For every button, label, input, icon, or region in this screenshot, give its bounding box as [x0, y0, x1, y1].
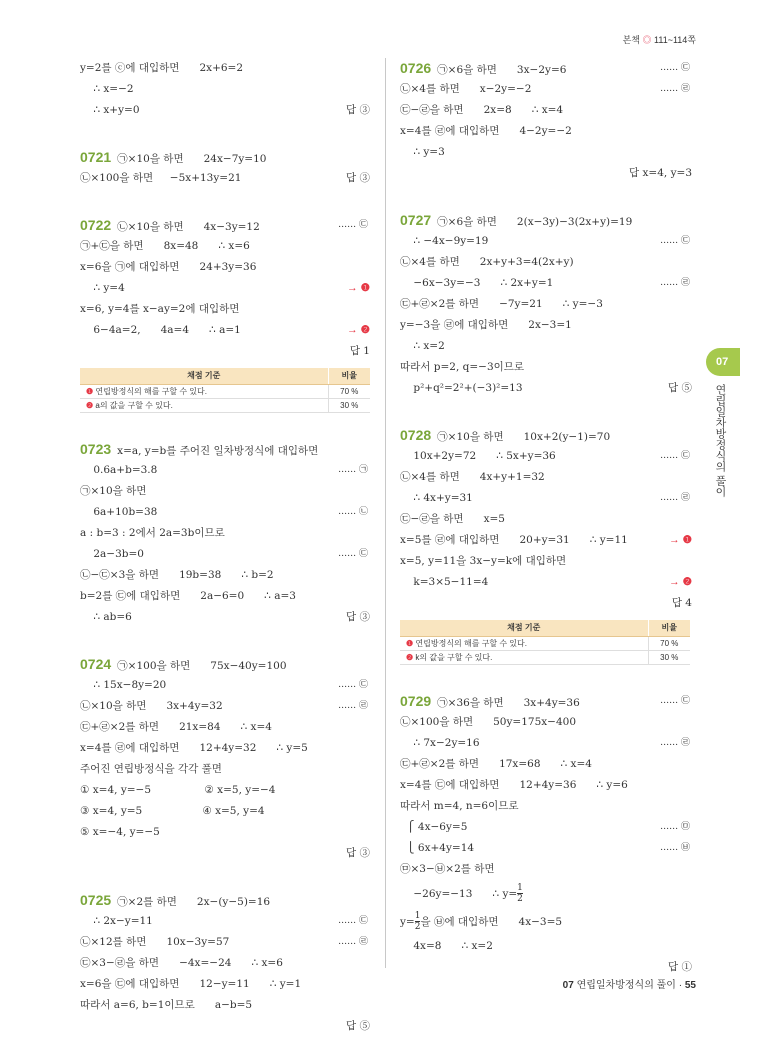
solution-text: ㉠×6을 하면 3x−2y=6 [437, 64, 567, 76]
solution-text: 6a+10b=38 [80, 505, 158, 518]
page-range: 111~114쪽 [654, 35, 696, 45]
solution-text: ∴ 2x−y=11 [80, 914, 153, 927]
answer-label: 답 x=4, y=3 [629, 167, 692, 179]
solution-line [80, 607, 370, 628]
solution-line [400, 231, 692, 252]
grading-criteria [400, 650, 648, 664]
solution-line [400, 100, 692, 121]
grading-ratio: 70 % [648, 636, 690, 650]
solution-text: x=6을 ㉢에 대입하면 12−y=11 ∴ y=1 [80, 977, 302, 990]
solution-line [80, 1016, 370, 1037]
answer-label: 답 ③ [346, 104, 370, 116]
solution-line [400, 936, 692, 957]
grading-criteria [400, 636, 648, 650]
right-column [400, 58, 692, 978]
equation-label: …… ㉣ [338, 936, 368, 947]
spacer [80, 413, 370, 439]
solution-text: ∴ x=−2 [80, 83, 134, 95]
solution-text: ㉡×10을 하면 4x−3y=12 [117, 221, 260, 233]
criteria-text: k의 값을 구할 수 있다. [415, 652, 493, 662]
solution-text: ⎧ 4x−6y=5 [400, 820, 468, 833]
problem-start-line [400, 691, 692, 712]
equation-label: …… ㉢ [338, 220, 368, 230]
solution-text: 따라서 a=6, b=1이므로 a−b=5 [80, 998, 253, 1011]
step-marker: ❶ [406, 638, 414, 648]
solution-line [80, 717, 370, 738]
solution-text: ∴ ab=6 [80, 610, 132, 623]
grading-criteria [80, 384, 328, 398]
solution-text: −6x−3y=−3 ∴ 2x+y=1 [400, 277, 554, 289]
problem-number: 0723 [80, 440, 112, 457]
grading-table [80, 368, 370, 413]
solution-line [400, 273, 692, 294]
solution-line [80, 236, 370, 257]
solution-text: ㉠×10을 하면 10x+2(y−1)=70 [437, 431, 611, 443]
solution-line [400, 838, 692, 859]
solution-text: ⎩ 6x+4y=14 [400, 841, 475, 854]
grading-row [80, 398, 370, 412]
solution-line [400, 859, 692, 880]
answer-label: 답 ⑤ [668, 382, 692, 394]
equation-label: …… ㉢ [660, 63, 690, 73]
solution-line [80, 79, 370, 100]
spacer [400, 399, 692, 425]
problem-number: 0722 [80, 217, 112, 233]
solution-line [400, 530, 692, 551]
fraction-numerator: 1 [414, 911, 421, 921]
dot-icon: ◎ [642, 35, 652, 45]
solution-line [400, 733, 692, 754]
page-reference [623, 33, 696, 46]
solution-line [80, 974, 370, 995]
solution-line [400, 378, 692, 399]
solution-line [80, 565, 370, 586]
problem-number: 0727 [400, 212, 432, 228]
spacer [400, 665, 692, 691]
solution-text: 따라서 m=4, n=6이므로 [400, 799, 519, 812]
grading-ratio: 30 % [648, 650, 690, 664]
problem-number: 0724 [80, 655, 112, 672]
problem-start-line [400, 425, 692, 446]
solution-text: ㉠×36을 하면 3x+4y=36 [437, 696, 580, 709]
solution-line [80, 822, 370, 843]
chapter-tab: 07 [706, 348, 740, 376]
solution-line [80, 801, 370, 822]
solution-text: a : b=3 : 2에서 2a=3b이므로 [80, 526, 225, 539]
solution-line [400, 880, 692, 908]
fraction-numerator: 1 [517, 883, 523, 893]
equation-label: …… ㉡ [338, 506, 368, 517]
equation-label: …… ㉣ [660, 493, 690, 503]
solution-text: y=2를 ⓒ에 대입하면 2x+6=2 [80, 62, 244, 74]
solution-line [80, 780, 370, 801]
solution-text: ㉤×3−㉥×2를 하면 [400, 862, 495, 875]
solution-line [400, 572, 692, 593]
solution-line [400, 163, 692, 184]
step-marker: ❷ [406, 652, 414, 662]
solution-line [400, 121, 692, 142]
solution-text: ㉡×4를 하면 x−2y=−2 [400, 83, 532, 95]
solution-line [80, 738, 370, 759]
solution-line [80, 502, 370, 523]
solution-line [400, 467, 692, 488]
solution-text: ㉡×10을 하면 3x+4y=32 [80, 699, 223, 712]
spacer [80, 864, 370, 890]
grading-row [400, 650, 690, 664]
page-number: 55 [684, 980, 696, 991]
solution-line [80, 341, 370, 362]
solution-line [400, 957, 692, 978]
solution-text: ∴ y=4 [80, 282, 125, 294]
solution-text: x=5를 ㉣에 대입하면 20+y=31 ∴ y=11 [400, 534, 628, 546]
solution-text: ㉢×3−㉣을 하면 −4x=−24 ∴ x=6 [80, 956, 283, 969]
criteria-text: a의 값을 구할 수 있다. [95, 400, 173, 410]
solution-line [400, 754, 692, 775]
solution-line [80, 481, 370, 502]
equation-label: …… ㉠ [338, 464, 368, 475]
solution-line [80, 932, 370, 953]
equation-label: …… ㉥ [660, 842, 690, 853]
solution-line [400, 775, 692, 796]
problem-number: 0726 [400, 60, 432, 76]
solution-text: y= [400, 915, 415, 928]
solution-text: x=4를 ㉢에 대입하면 12+4y=36 ∴ y=6 [400, 778, 628, 791]
spacer [80, 189, 370, 215]
solution-text: ㉠×10을 하면 24x−7y=10 [117, 153, 267, 165]
solution-text: ∴ x=2 [400, 340, 445, 352]
solution-line [400, 79, 692, 100]
answer-label: 답 ③ [346, 172, 370, 184]
problem-start-line [80, 147, 370, 168]
solution-line [80, 911, 370, 932]
equation-label: …… ㉣ [338, 700, 368, 711]
solution-text: ㉡×4를 하면 4x+y+1=32 [400, 471, 545, 483]
solution-text: ㉡×100을 하면 50y=175x−400 [400, 715, 577, 728]
equation-label: …… ㉣ [660, 278, 690, 288]
equation-label: …… ㉢ [660, 695, 690, 706]
solution-text: ㉡×100을 하면 −5x+13y=21 [80, 172, 242, 184]
equation-label: …… ㉢ [660, 451, 690, 461]
spacer [80, 121, 370, 147]
equation-label: …… ㉤ [660, 821, 690, 832]
solution-line [80, 58, 370, 79]
solution-line [80, 759, 370, 780]
solution-text: x=a, y=b를 주어진 일차방정식에 대입하면 [117, 444, 319, 457]
solution-line [80, 586, 370, 607]
solution-text: ㉠+㉢을 하면 8x=48 ∴ x=6 [80, 240, 250, 252]
solution-text: ㉢+㉣×2를 하면 21x=84 ∴ x=4 [80, 720, 272, 733]
solution-text: k=3×5−11=4 [400, 576, 489, 588]
solution-text: ∴ 4x+y=31 [400, 492, 473, 504]
solution-line [400, 593, 692, 614]
equation-label: …… ㉢ [660, 236, 690, 246]
spacer [400, 184, 692, 210]
solution-line [80, 995, 370, 1016]
solution-line [400, 294, 692, 315]
equation-label: …… ㉣ [660, 737, 690, 748]
solution-text: ㉢+㉣×2를 하면 17x=68 ∴ x=4 [400, 757, 592, 770]
problem-start-line [80, 654, 370, 675]
step-marker: → ❷ [347, 324, 370, 336]
solution-text-cont: 을 ㉥에 대입하면 4x−3=5 [420, 915, 563, 928]
solution-text: 0.6a+b=3.8 [80, 463, 158, 476]
solution-line [400, 509, 692, 530]
solution-line [400, 336, 692, 357]
solution-line [80, 953, 370, 974]
grading-header-criteria: 채점 기준 [80, 368, 328, 384]
solution-line [80, 523, 370, 544]
solution-text: y=−3을 ㉣에 대입하면 2x−3=1 [400, 319, 572, 331]
step-marker: ❷ [86, 400, 94, 410]
answer-label: 답 ③ [346, 846, 370, 859]
solution-line [80, 278, 370, 299]
answer-label: 답 ③ [346, 610, 370, 623]
problem-start-line [400, 58, 692, 79]
problem-number: 0728 [400, 427, 432, 443]
solution-line [80, 168, 370, 189]
chapter-tab-title: 연립일차방정식의 풀이 [714, 384, 726, 498]
solution-text: ㉠×100을 하면 75x−40y=100 [117, 659, 287, 672]
solution-text: ㉢−㉣을 하면 2x=8 ∴ x=4 [400, 104, 564, 116]
solution-line [80, 696, 370, 717]
fraction-denominator: 2 [517, 894, 523, 904]
solution-text: ㉢−㉣을 하면 x=5 [400, 513, 505, 525]
spacer [80, 628, 370, 654]
solution-text: ∴ 15x−8y=20 [80, 678, 167, 691]
equation-label: …… ㉣ [660, 84, 690, 94]
step-marker: ❶ [86, 386, 94, 396]
solution-text: ㉠×2를 하면 2x−(y−5)=16 [117, 895, 271, 908]
solution-text: 따라서 p=2, q=−3이므로 [400, 361, 525, 373]
solution-line [400, 796, 692, 817]
solution-line [80, 100, 370, 121]
footer-chapter: 07 [562, 980, 574, 991]
solution-text: ∴ y=3 [400, 146, 445, 158]
solution-line [400, 488, 692, 509]
solution-line [80, 544, 370, 565]
column-divider [385, 58, 386, 968]
solution-text: ∴ −4x−9y=19 [400, 235, 489, 247]
grading-table [400, 620, 690, 665]
page-footer [563, 976, 696, 991]
solution-text: ① x=4, y=−5 ② x=5, y=−4 [80, 783, 276, 796]
solution-line [80, 843, 370, 864]
problem-start-line [80, 439, 370, 460]
answer-label: 답 ① [668, 960, 692, 973]
criteria-text: 연립방정식의 해를 구할 수 있다. [95, 386, 207, 396]
solution-line [400, 817, 692, 838]
solution-text: ㉡×4를 하면 2x+y+3=4(2x+y) [400, 256, 574, 268]
solution-text: p²+q²=2²+(−3)²=13 [400, 382, 523, 394]
solution-text: 6−4a=2, 4a=4 ∴ a=1 [80, 324, 241, 336]
solution-line [400, 446, 692, 467]
problem-start-line [80, 215, 370, 236]
problem-start-line [80, 890, 370, 911]
problem-number: 0721 [80, 149, 112, 165]
solution-text: 주어진 연립방정식을 각각 풀면 [80, 762, 222, 775]
solution-text: −26y=−13 ∴ y= [400, 887, 518, 900]
answer-label: 답 4 [671, 597, 692, 609]
equation-label: …… ㉢ [338, 679, 368, 690]
solution-text: x=6, y=4를 x−ay=2에 대입하면 [80, 303, 240, 315]
problem-number: 0729 [400, 692, 432, 709]
solution-text: b=2를 ㉢에 대입하면 2a−6=0 ∴ a=3 [80, 589, 296, 602]
solution-line [400, 551, 692, 572]
step-marker: → ❶ [669, 534, 692, 546]
step-marker: → ❷ [669, 576, 692, 588]
grading-header-ratio: 비율 [648, 620, 690, 636]
fraction [517, 883, 523, 904]
fraction-denominator: 2 [414, 922, 421, 932]
solution-text: ⑤ x=−4, y=−5 [80, 825, 160, 838]
solution-text: ㉠×6을 하면 2(x−3y)−3(2x+y)=19 [437, 216, 633, 228]
solution-text: ③ x=4, y=5 ④ x=5, y=4 [80, 804, 265, 817]
book-label: 본책 [622, 35, 640, 45]
grading-row [400, 636, 690, 650]
solution-line [400, 357, 692, 378]
solution-text: x=4를 ㉣에 대입하면 12+4y=32 ∴ y=5 [80, 741, 308, 754]
solution-line [400, 142, 692, 163]
solution-text: ㉠×10을 하면 [80, 484, 147, 497]
criteria-text: 연립방정식의 해를 구할 수 있다. [415, 638, 527, 648]
problem-start-line [400, 210, 692, 231]
solution-text: x=4를 ㉣에 대입하면 4−2y=−2 [400, 125, 572, 137]
solution-text: ∴ x+y=0 [80, 104, 140, 116]
grading-header-ratio: 비율 [328, 368, 370, 384]
solution-text: x=5, y=11을 3x−y=k에 대입하면 [400, 555, 567, 567]
step-marker: → ❶ [347, 282, 370, 294]
problem-number: 0725 [80, 891, 112, 908]
solution-text: 4x=8 ∴ x=2 [400, 939, 493, 952]
grading-ratio: 70 % [328, 384, 370, 398]
solution-line [80, 320, 370, 341]
solution-line [400, 908, 692, 936]
solution-line [400, 315, 692, 336]
solution-line [80, 460, 370, 481]
equation-label: …… ㉢ [338, 548, 368, 559]
grading-header-criteria: 채점 기준 [400, 620, 648, 636]
solution-text: 2a−3b=0 [80, 547, 144, 560]
grading-ratio: 30 % [328, 398, 370, 412]
solution-line [400, 252, 692, 273]
solution-text: ㉡−㉢×3을 하면 19b=38 ∴ b=2 [80, 568, 274, 581]
solution-text: ㉢+㉣×2를 하면 −7y=21 ∴ y=−3 [400, 298, 603, 310]
solution-text: 10x+2y=72 ∴ 5x+y=36 [400, 450, 556, 462]
left-column [80, 58, 370, 1037]
answer-label: 답 ⑤ [346, 1019, 370, 1032]
footer-title: 연립일차방정식의 풀이 [576, 980, 676, 991]
equation-label: …… ㉢ [338, 915, 368, 926]
grading-criteria [80, 398, 328, 412]
solution-line [80, 675, 370, 696]
answer-label: 답 1 [349, 345, 370, 357]
solution-text: ∴ 7x−2y=16 [400, 736, 480, 749]
footer-separator: · [678, 980, 683, 991]
solution-line [80, 257, 370, 278]
solution-line [80, 299, 370, 320]
solution-line [400, 712, 692, 733]
grading-row [80, 384, 370, 398]
solution-text: ㉡×12를 하면 10x−3y=57 [80, 935, 230, 948]
solution-text: x=6을 ㉠에 대입하면 24+3y=36 [80, 261, 257, 273]
